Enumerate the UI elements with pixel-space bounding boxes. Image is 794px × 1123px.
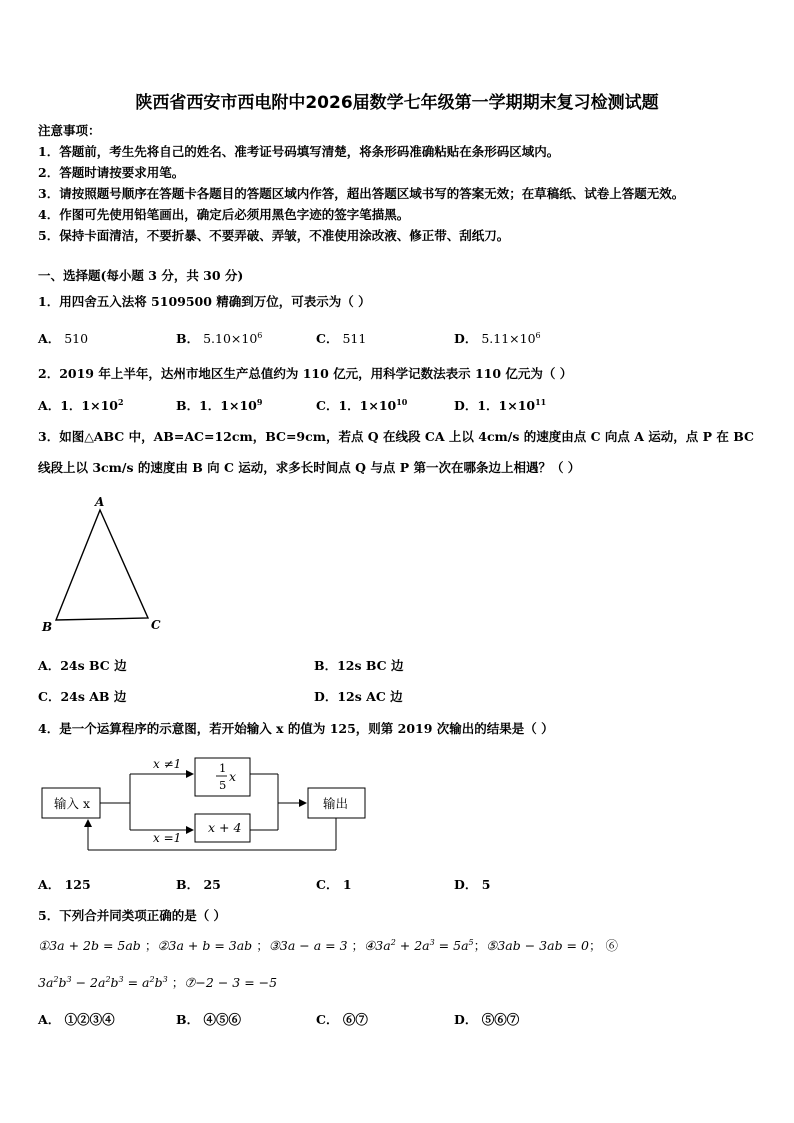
q5-option-b: B． ④⑤⑥	[176, 1012, 241, 1027]
q1-option-d: D． $5.11\times 10^6$	[454, 330, 541, 346]
q5-option-a: A． ①②③④	[38, 1012, 115, 1027]
q5-statements-line2: $3a^2b^3 - 2a^2b^3 = a^2b^3$ ；⑦−2 − 3 = −5	[38, 974, 278, 990]
triangle-figure	[38, 494, 168, 636]
notice-item: 4．作图可先使用铅笔画出，确定后必须用黑色字迹的签字笔描黑。	[38, 207, 410, 222]
fraction-variable: x	[229, 769, 237, 784]
flowchart	[38, 750, 378, 856]
output-label: 输出	[323, 796, 349, 811]
q2-option-a: A．1．$1\times 10^2$	[38, 396, 124, 413]
add-label: x + 4	[208, 820, 242, 835]
q5-statements-line1: ①3a + 2b = 5ab ；②3a + b = 3ab ；③3a − a = 3 ；$④3a^2 + 2a^3 = 5a^5$；⑤3ab − 3ab = 0； ⑥	[38, 937, 618, 953]
triangle-abc	[56, 510, 148, 620]
q5-option-c: C． ⑥⑦	[316, 1012, 368, 1027]
vertex-label-b: B	[42, 620, 53, 634]
notice-item: 3．请按照题号顺序在答题卡各题目的答题区域内作答，超出答题区域书写的答案无效；在草稿纸、试卷上答题无效。	[38, 186, 685, 201]
q4-option-a: A． 125	[38, 877, 91, 892]
section-heading: 一、选择题(每小题 3 分，共 30 分)	[38, 268, 244, 283]
q2-option-b: B．1．$1\times 10^9$	[176, 396, 263, 413]
q2-option-c: C．1．$1\times 10^{10}$	[316, 396, 408, 413]
vertex-label-c: C	[151, 618, 161, 632]
q4-option-b: B． 25	[176, 877, 221, 892]
notice-item: 2．答题时请按要求用笔。	[38, 165, 185, 180]
notice-item: 5．保持卡面清洁，不要折暴、不要弄破、弄皱，不准使用涂改液、修正带、刮纸刀。	[38, 228, 510, 243]
question-3-stem: 3．如图△ABC 中，AB=AC=12cm，BC=9cm，若点 Q 在线段 CA 上以 4cm/s 的速度由点 C 向点 A 运动，点 P 在 BC	[38, 429, 754, 444]
q4-option-c: C． 1	[316, 877, 352, 892]
notice-item: 1．答题前，考生先将自己的姓名、准考证号码填写清楚，将条形码准确粘贴在条形码区域内。	[38, 144, 560, 159]
q4-option-d: D． 5	[454, 877, 491, 892]
question-2-stem: 2．2019 年上半年，达州市地区生产总值约为 110 亿元，用科学记数法表示 110 亿元为（ ）	[38, 366, 573, 381]
vertex-label-a: A	[95, 495, 105, 509]
fraction-numerator: 1	[219, 761, 227, 775]
question-5-stem: 5．下列合并同类项正确的是（ ）	[38, 908, 227, 923]
input-label: 输入 x	[54, 796, 91, 811]
page-title: 陕西省西安市西电附中2026届数学七年级第一学期期末复习检测试题	[135, 93, 659, 113]
question-4-stem: 4．是一个运算程序的示意图，若开始输入 x 的值为 125，则第 2019 次输出的结果是（ ）	[38, 721, 554, 736]
q1-option-c: C． 511	[316, 331, 367, 346]
q1-option-a: A． 510	[38, 331, 89, 346]
q5-option-d: D． ⑤⑥⑦	[454, 1012, 520, 1027]
q2-option-d: D．1．$1\times 10^{11}$	[454, 396, 547, 413]
q3-option-b: B．12s BC 边	[314, 658, 404, 673]
q3-option-d: D．12s AC 边	[314, 689, 403, 704]
question-3-stem-cont: 线段上以 3cm/s 的速度由 B 向 C 运动，求多长时间点 Q 与点 P 第一次在哪条边上相遇？（ ）	[38, 460, 581, 475]
fraction-denominator: 5	[219, 778, 227, 792]
notice-heading: 注意事项：	[38, 123, 101, 138]
condition-bottom: x =1	[153, 831, 182, 845]
question-1-stem: 1．用四舍五入法将 5109500 精确到万位，可表示为（ ）	[38, 294, 371, 309]
q3-option-c: C．24s AB 边	[38, 689, 127, 704]
q1-option-b: B． $5.10\times 10^6$	[176, 330, 263, 346]
condition-top: x ≠1	[153, 757, 182, 771]
q3-option-a: A．24s BC 边	[38, 658, 127, 673]
